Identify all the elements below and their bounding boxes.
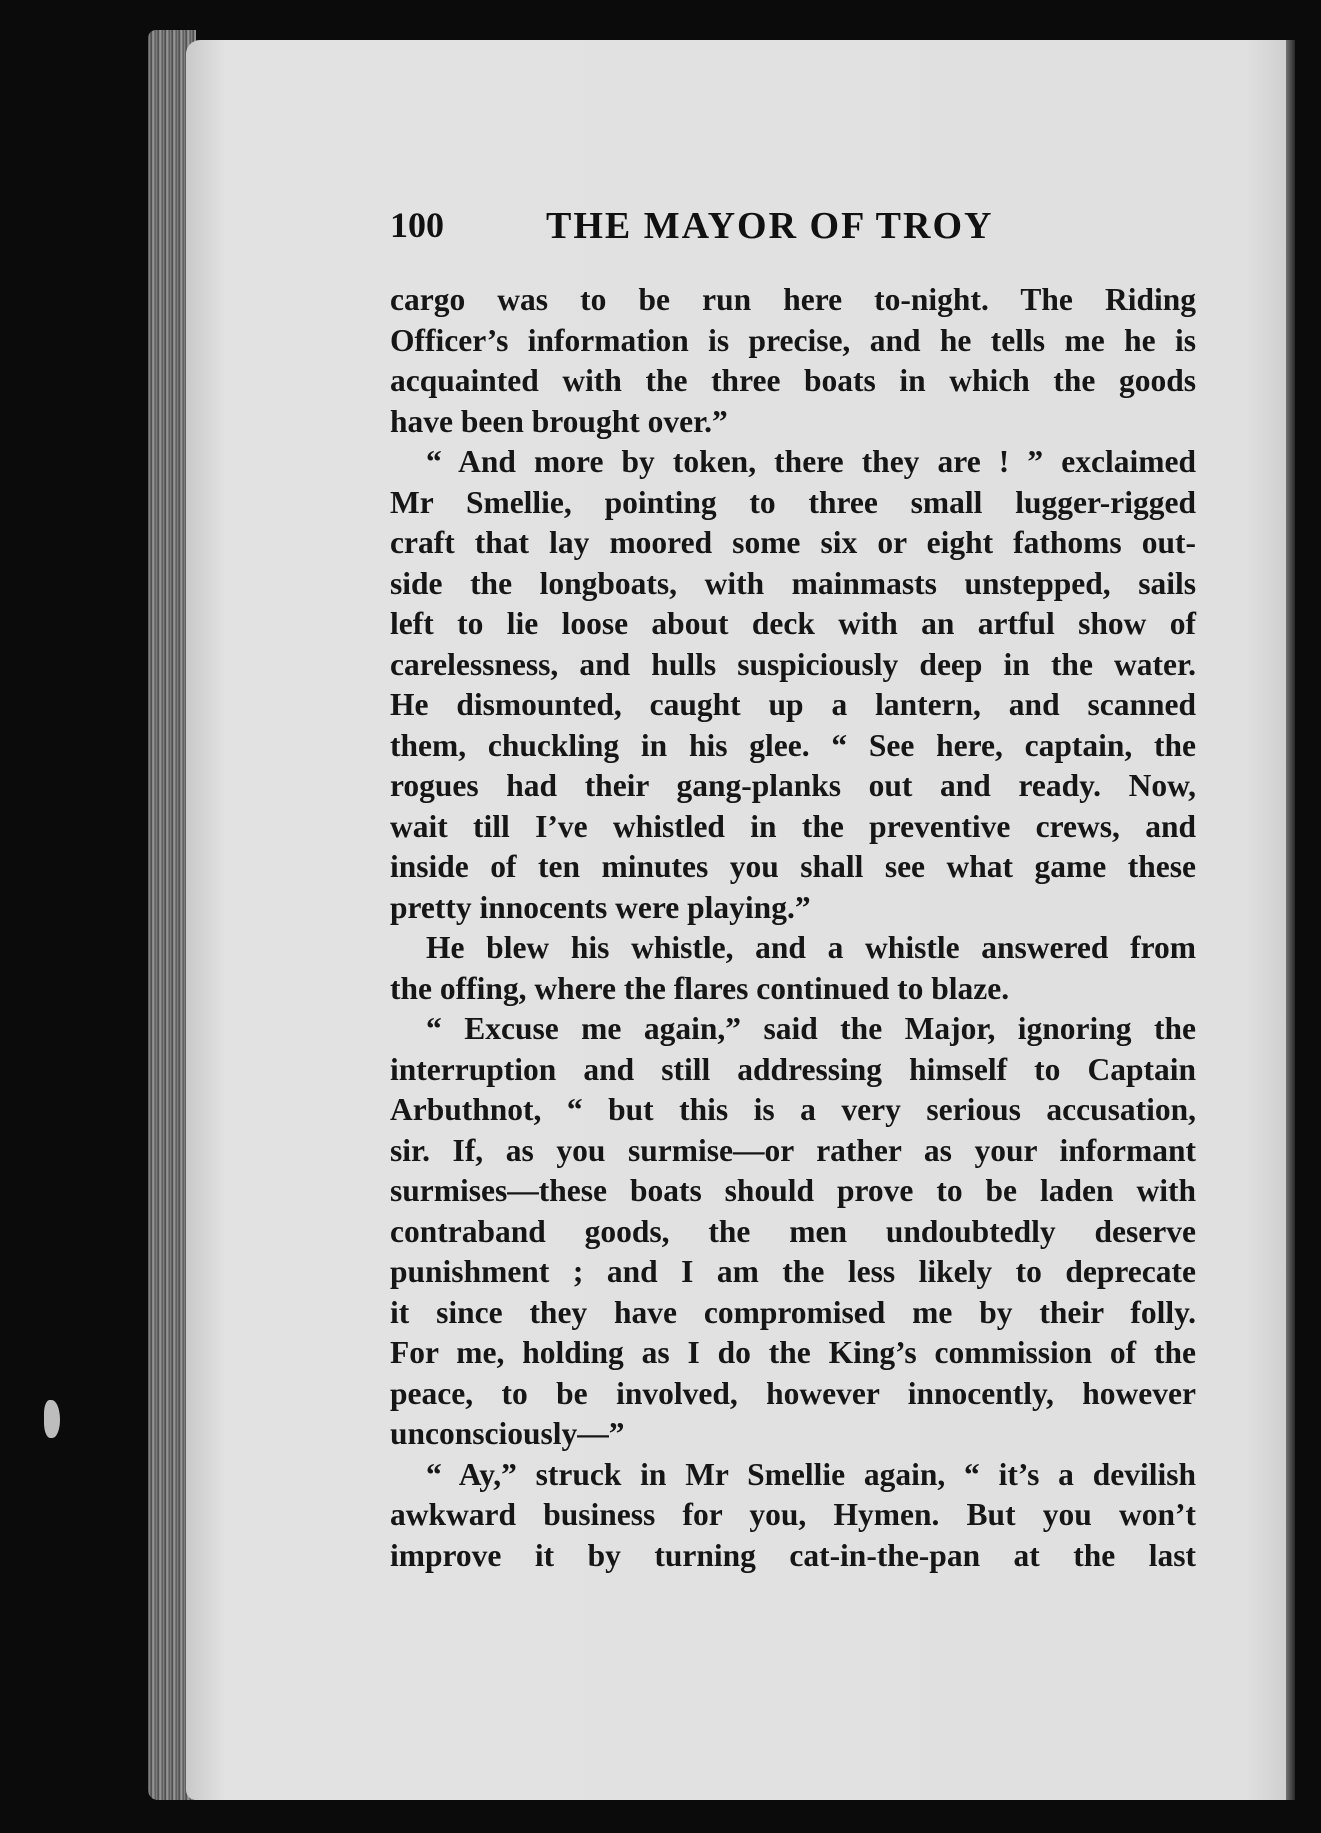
scan-artifact [44, 1400, 60, 1438]
text-line: rogues had their gang-planks out and ready. Now, [390, 768, 1196, 803]
text-line: unconsciously—” [390, 1416, 625, 1451]
page-number: 100 [390, 205, 444, 245]
text-line: have been brought over.” [390, 403, 728, 439]
running-title: THE MAYOR OF TROY [546, 205, 994, 247]
text-line: cargo was to be run here to-night. The Riding [390, 282, 1196, 317]
text-line: inside of ten minutes you shall see what game these [390, 849, 1196, 884]
text-line: left to lie loose about deck with an artful show of [390, 606, 1196, 641]
text-line: side the longboats, with mainmasts unstepped, sails [390, 565, 1196, 601]
text-line: He dismounted, caught up a lantern, and scanned [390, 687, 1196, 722]
text-line: sir. If, as you surmise—or rather as your informant [390, 1132, 1196, 1168]
text-line: acquainted with the three boats in which the goods [390, 363, 1196, 398]
text-line: Arbuthnot, “ but this is a very serious accusation, [390, 1092, 1196, 1127]
text-line: it since they have compromised me by their folly. [390, 1294, 1196, 1330]
text-line: Mr Smellie, pointing to three small lugger-rigged [390, 484, 1196, 520]
text-line: punishment ; and I am the less likely to deprecate [390, 1254, 1196, 1289]
page-header [390, 204, 1190, 254]
text-line: awkward business for you, Hymen. But you won’t [390, 1497, 1196, 1532]
text-line: peace, to be involved, however innocently, however [390, 1375, 1196, 1411]
text-line: “ Ay,” struck in Mr Smellie again, “ it’s a devilish [426, 1456, 1196, 1492]
text-line: “ Excuse me again,” said the Major, ignoring the [426, 1011, 1196, 1046]
text-line: the offing, where the flares continued to blaze. [390, 970, 1010, 1006]
text-line: surmises—these boats should prove to be laden with [390, 1173, 1196, 1208]
text-line: contraband goods, the men undoubtedly deserve [390, 1213, 1196, 1249]
text-line: Officer’s information is precise, and he tells me he is [390, 322, 1196, 358]
text-line: wait till I’ve whistled in the preventive crews, and [390, 808, 1196, 844]
body-text [390, 280, 1196, 1576]
text-line: “ And more by token, there they are ! ” exclaimed [426, 444, 1196, 479]
text-line: pretty innocents were playing.” [390, 889, 811, 925]
text-line: For me, holding as I do the King’s commission of the [390, 1335, 1196, 1370]
text-line: carelessness, and hulls suspiciously deep in the water. [390, 646, 1196, 682]
text-line: craft that lay moored some six or eight fathoms out- [390, 525, 1196, 560]
text-line: improve it by turning cat-in-the-pan at the last [390, 1537, 1196, 1573]
text-line: them, chuckling in his glee. “ See here, captain, the [390, 727, 1196, 763]
text-line: interruption and still addressing himself to Captain [390, 1051, 1196, 1087]
text-line: He blew his whistle, and a whistle answered from [426, 930, 1196, 965]
